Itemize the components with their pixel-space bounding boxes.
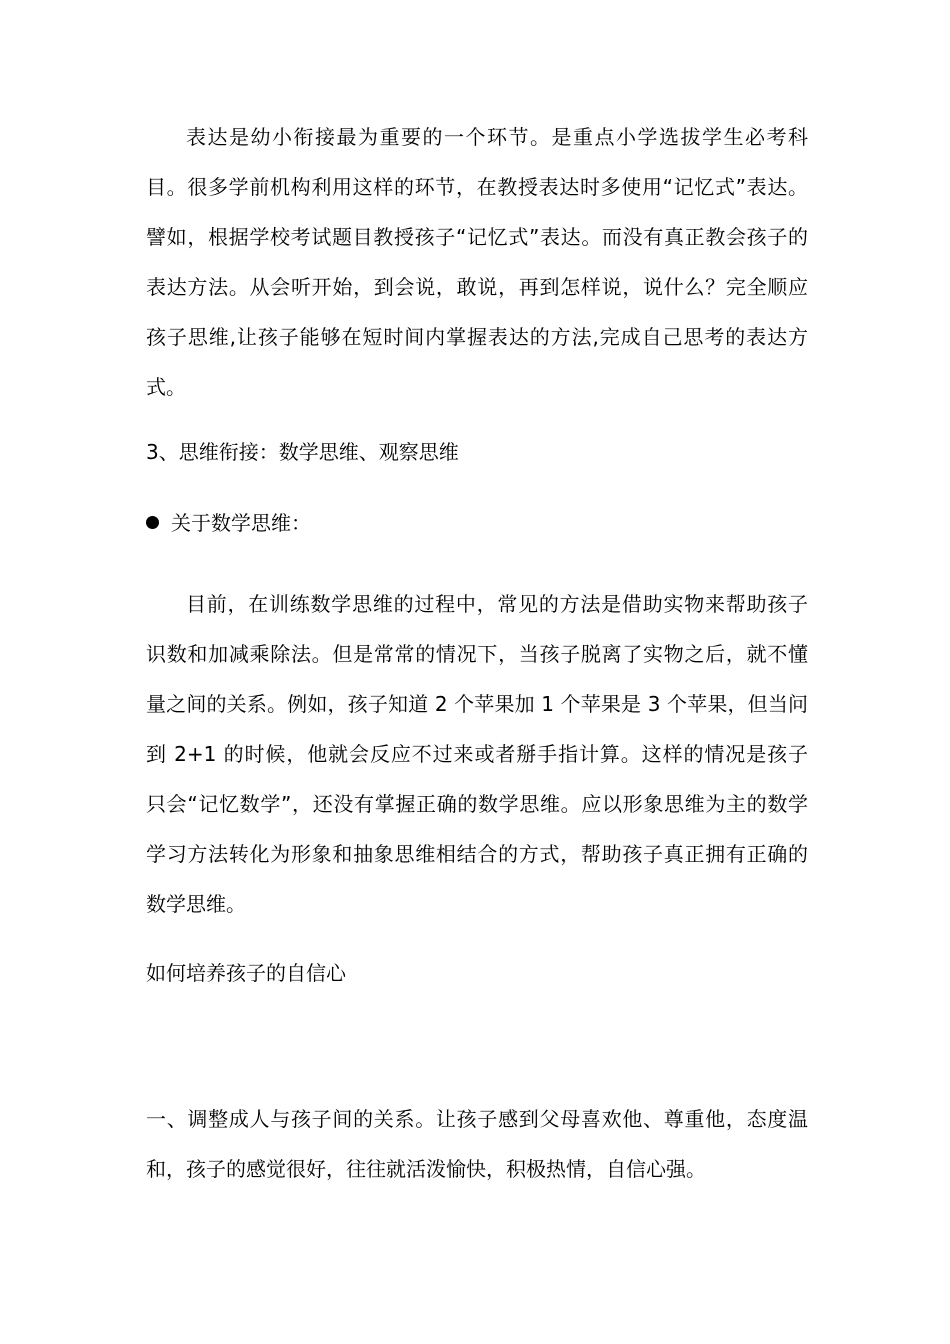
text-line: 譬如，根据学校考试题目教授孩子“记忆式”表达。而没有真正教会孩子的: [146, 225, 808, 249]
text-line: 表达是幼小衔接最为重要的一个环节。是重点小学选拔学生必考科: [186, 125, 808, 149]
text-line: 孩子思维,让孩子能够在短时间内掌握表达的方法,完成自己思考的表达方: [146, 325, 808, 349]
text-line: 一、调整成人与孩子间的关系。让孩子感到父母喜欢他、尊重他，态度温: [146, 1107, 808, 1131]
bullet-dot-icon: [146, 516, 159, 529]
text-line: 目。很多学前机构利用这样的环节，在教授表达时多使用“记忆式”表达。: [146, 175, 808, 199]
section-heading-thinking: 3、思维衔接：数学思维、观察思维: [146, 440, 459, 464]
text-line: 识数和加减乘除法。但是常常的情况下，当孩子脱离了实物之后，就不懂: [146, 642, 808, 666]
text-line: 式。: [146, 375, 186, 399]
text-line: 目前，在训练数学思维的过程中，常见的方法是借助实物来帮助孩子: [186, 592, 808, 616]
text-line: 数学思维。: [146, 892, 246, 916]
text-line: 量之间的关系。例如，孩子知道 2 个苹果加 1 个苹果是 3 个苹果，但当问: [146, 692, 808, 716]
text-line: 学习方法转化为形象和抽象思维相结合的方式，帮助孩子真正拥有正确的: [146, 842, 808, 866]
text-line: 只会“记忆数学”，还没有掌握正确的数学思维。应以形象思维为主的数学: [146, 792, 808, 816]
section-title-confidence: 如何培养孩子的自信心: [146, 961, 346, 985]
paragraph-confidence-1: [146, 1094, 808, 1194]
bullet-label: 关于数学思维：: [171, 511, 311, 535]
text-line: 表达方法。从会听开始，到会说，敢说，再到怎样说，说什么？完全顺应: [146, 275, 808, 299]
bullet-item-math: [146, 508, 311, 538]
text-line: 和，孩子的感觉很好，往往就活泼愉快，积极热情，自信心强。: [146, 1157, 706, 1181]
text-line: 到 2+1 的时候，他就会反应不过来或者掰手指计算。这样的情况是孩子: [146, 742, 808, 766]
paragraph-math-thinking: [146, 579, 808, 929]
paragraph-expression: [146, 112, 808, 412]
